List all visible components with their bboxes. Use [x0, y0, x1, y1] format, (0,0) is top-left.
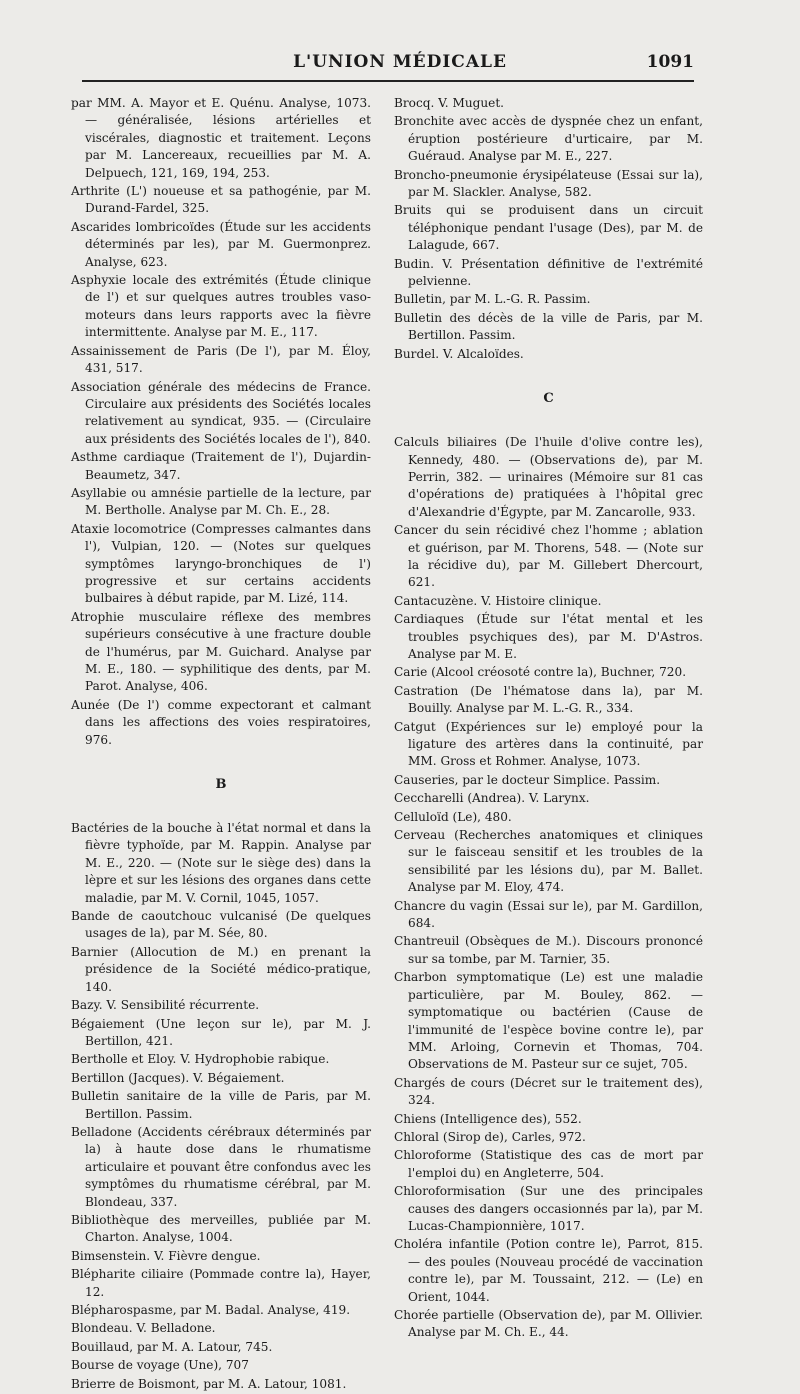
index-entry: Arthrite (L') noueuse et sa pathogénie, par M. Durand-Fardel, 325.: [71, 184, 371, 216]
index-entry: Cardiaques (Étude sur l'état mental et les troubles psychiques des), par M. D'Astros. Analyse par M. E.: [394, 612, 703, 661]
index-entry: Broncho-pneumonie érysipélateuse (Essai sur la), par M. Slackler. Analyse, 582.: [394, 167, 703, 200]
index-entry: par MM. A. Mayor et E. Quénu. Analyse, 1073. — généralisée, lésions artérielles et viscérales, diagnostic et traitement. Leçons par M. Lancereaux, recueillies par M. A. Delpuech, 121, 169, 194, 253.: [71, 96, 371, 180]
index-entry: Asphyxie locale des extrémités (Étude clinique de l') et sur quelques autres troubles vaso-moteurs dans leurs rapports avec la fièvre intermittente. Analyse par M. E., 117.: [71, 273, 371, 340]
index-entry: Atrophie musculaire réflexe des membres supérieurs consécutive à une fracture double de l'humérus, par M. Guichard. Analyse par M. E., 180. — syphilitique des dents, par M. Parot. Analyse, 406.: [71, 609, 371, 694]
index-entry: Chloroformisation (Sur une des principales causes des dangers occasionnés par la), par M. Lucas-Championnière, 1017.: [394, 1184, 703, 1233]
header-rule: [82, 80, 694, 82]
index-entry: Cantacuzène. V. Histoire clinique.: [394, 593, 602, 608]
index-entry: Brierre de Boismont, par M. A. Latour, 1081.: [71, 1376, 347, 1391]
index-entry: Burdel. V. Alcaloïdes.: [394, 346, 524, 361]
index-entry: Asthme cardiaque (Traitement de l'), Dujardin-Beaumetz, 347.: [71, 450, 371, 482]
index-entry: Celluloïd (Le), 480.: [394, 809, 512, 824]
index-entry: Calculs biliaires (De l'huile d'olive contre les), Kennedy, 480. — (Observations de), par M. Perrin, 382. — urinaires (Mémoire sur 81 cas d'opérations de) pratiquées à l'hôpital grec d'Alexandrie d'Égypte, par M. Zancarolle, 933.: [394, 435, 703, 519]
right-column: [394, 95, 703, 1343]
index-entry: Chancre du vagin (Essai sur le), par M. Gardillon, 684.: [394, 898, 703, 931]
index-entry: Causeries, par le docteur Simplice. Passim.: [394, 772, 661, 787]
section-a-entries: [71, 95, 371, 749]
index-entry: Bactéries de la bouche à l'état normal et dans la fièvre typhoïde, par M. Rappin. Analyse par M. E., 220. — (Note sur le siège des) dans la lèpre et sur les lésions des organes dans cette maladie, par M. V. Cornil, 1045, 1057.: [71, 821, 371, 905]
index-entry: Catgut (Expériences sur le) employé pour la ligature des artères dans la continuité, par MM. Gross et Rohmer. Analyse, 1073.: [394, 719, 703, 769]
left-column: [71, 95, 371, 1394]
index-entry: Association générale des médecins de France. Circulaire aux présidents des Sociétés locales relativement au syndicat, 935. — (Circulaire aux présidents des Sociétés locales de l'), 840.: [71, 379, 371, 446]
index-entry: Aunée (De l') comme expectorant et calmant dans les affections des voies respiratoires, 976.: [71, 697, 371, 747]
section-b-entries-continued: [394, 95, 703, 363]
index-entry: Bégaiement (Une leçon sur le), par M. J. Bertillon, 421.: [71, 1016, 371, 1048]
index-entry: Assainissement de Paris (De l'), par M. Éloy, 431, 517.: [71, 343, 371, 376]
index-entry: Asyllabie ou amnésie partielle de la lecture, par M. Bertholle. Analyse par M. Ch. E., 28.: [71, 485, 371, 518]
index-entry: Bourse de voyage (Une), 707: [71, 1358, 249, 1373]
index-entry: Bouillaud, par M. A. Latour, 745.: [71, 1339, 273, 1354]
section-b-entries: [71, 820, 371, 1393]
index-entry: Blépharite ciliaire (Pommade contre la), Hayer, 12.: [71, 1267, 371, 1299]
index-entry: Barnier (Allocution de M.) en prenant la présidence de la Société médico-pratique, 140.: [71, 944, 371, 994]
index-entry: Bibliothèque des merveilles, publiée par M. Charton. Analyse, 1004.: [71, 1212, 371, 1245]
index-entry: Bertholle et Eloy. V. Hydrophobie rabique.: [71, 1052, 330, 1067]
index-entry: Bruits qui se produisent dans un circuit téléphonique pendant l'usage (Des), par M. de Lalagude, 667.: [394, 203, 703, 253]
index-entry: Cancer du sein récidivé chez l'homme ; ablation et guérison, par M. Thorens, 548. — (Note sur la récidive du), par M. Gillebert Dhercourt, 621.: [394, 523, 703, 590]
index-entry: Castration (De l'hématose dans la), par M. Bouilly. Analyse par M. L.-G. R., 334.: [394, 683, 703, 716]
index-entry: Chloroforme (Statistique des cas de mort par l'emploi du) en Angleterre, 504.: [394, 1148, 703, 1180]
section-c-heading: C: [543, 391, 554, 407]
index-entry: Ascarides lombricoïdes (Étude sur les accidents déterminés par les), par M. Guermonprez. Analyse, 623.: [71, 219, 371, 269]
index-entry: Choléra infantile (Potion contre le), Parrot, 815. — des poules (Nouveau procédé de vaccination contre le), par M. Toussaint, 212. — (Le) en Orient, 1044.: [394, 1237, 703, 1304]
index-entry: Bimsenstein. V. Fièvre dengue.: [71, 1248, 261, 1263]
index-entry: Bande de caoutchouc vulcanisé (De quelques usages de la), par M. Sée, 80.: [71, 909, 371, 941]
section-c-entries: [394, 434, 703, 1342]
index-entry: Bulletin sanitaire de la ville de Paris, par M. Bertillon. Passim.: [71, 1089, 371, 1121]
index-entry: Chorée partielle (Observation de), par M. Ollivier. Analyse par M. Ch. E., 44.: [394, 1308, 703, 1340]
index-entry: Charbon symptomatique (Le) est une maladie particulière, par M. Bouley, 862. — symptomatique ou bactérien (Cause de l'immunité de l'espèce bovine contre le), par MM. Arloing, Cornevin et Thomas, 704. Observations de M. Pasteur sur ce sujet, 705.: [394, 970, 703, 1072]
index-entry: Ceccharelli (Andrea). V. Larynx.: [394, 791, 590, 806]
index-entry: Brocq. V. Muguet.: [394, 96, 505, 110]
index-entry: Belladone (Accidents cérébraux déterminés par la) à haute dose dans le rhumatisme articulaire et pouvant être confondus avec les symptômes du rhumatisme cérébral, par M. Blondeau, 337.: [71, 1124, 371, 1209]
index-entry: Ataxie locomotrice (Compresses calmantes dans l'), Vulpian, 120. — (Notes sur quelques symptômes laryngo-bronchiques de l') progressive et sur certains accidents bulbaires à début rapide, par M. Lizé, 114.: [71, 521, 371, 606]
index-entry: Blépharospasme, par M. Badal. Analyse, 419.: [71, 1303, 351, 1317]
index-entry: Cerveau (Recherches anatomiques et cliniques sur le faisceau sensitif et les troubles de la sensibilité par les lésions du), par M. Ballet. Analyse par M. Eloy, 474.: [394, 828, 703, 895]
page-number: 1091: [646, 52, 694, 72]
index-entry: Bulletin, par M. L.-G. R. Passim.: [394, 292, 591, 307]
index-entry: Bronchite avec accès de dyspnée chez un enfant, éruption postérieure d'urticaire, par M. Guéraud. Analyse par M. E., 227.: [394, 114, 703, 164]
index-entry: Budin. V. Présentation définitive de l'extrémité pelvienne.: [394, 256, 703, 289]
index-entry: Bazy. V. Sensibilité récurrente.: [71, 998, 260, 1013]
index-entry: Carie (Alcool créosoté contre la), Buchner, 720.: [394, 665, 687, 680]
index-entry: Bulletin des décès de la ville de Paris, par M. Bertillon. Passim.: [394, 310, 703, 343]
running-title: L'UNION MÉDICALE: [293, 52, 507, 72]
index-entry: Bertillon (Jacques). V. Bégaiement.: [71, 1070, 285, 1085]
index-entry: Chantreuil (Obsèques de M.). Discours prononcé sur sa tombe, par M. Tarnier, 35.: [394, 934, 703, 966]
index-entry: Chargés de cours (Décret sur le traitement des), 324.: [394, 1075, 703, 1108]
section-b-heading: B: [215, 777, 227, 793]
index-entry: Chiens (Intelligence des), 552.: [394, 1111, 582, 1126]
index-entry: Chloral (Sirop de), Carles, 972.: [394, 1129, 586, 1144]
index-entry: Blondeau. V. Belladone.: [71, 1321, 216, 1336]
